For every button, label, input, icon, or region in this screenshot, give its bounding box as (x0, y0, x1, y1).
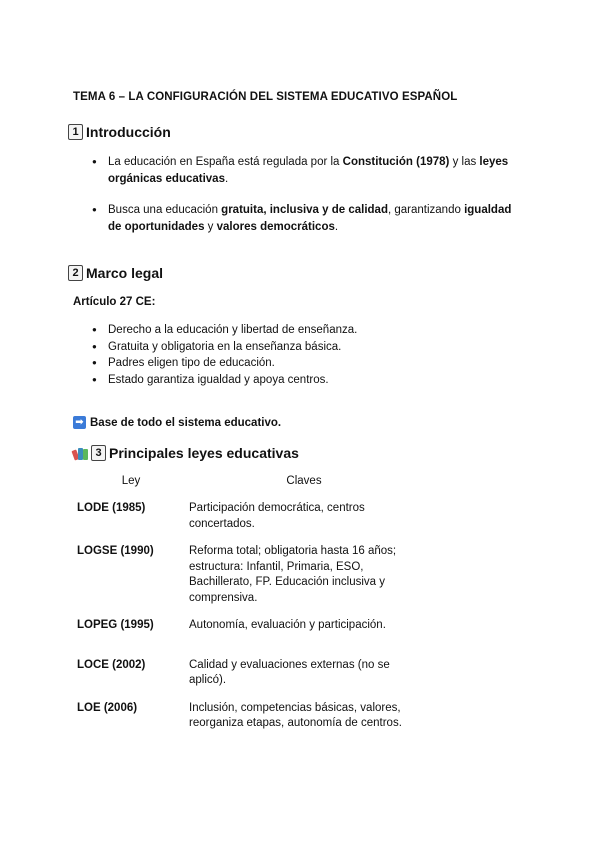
list-item (92, 154, 512, 187)
law-keys: Inclusión, competencias básicas, valores, reorganiza etapas, autonomía de centros. (189, 701, 402, 729)
section-heading-marco-legal (68, 265, 163, 281)
section-title: Principales leyes educativas (109, 445, 299, 461)
emphasis-text: Constitución (1978) (342, 156, 450, 168)
table-row (73, 658, 419, 701)
section-title: Marco legal (86, 265, 164, 281)
table-row (73, 701, 419, 744)
right-arrow-icon: ➡ (73, 416, 86, 429)
number-two-icon: 2 (68, 265, 83, 281)
law-name: LOPEG (1995) (77, 619, 154, 631)
body-text: . (224, 172, 229, 185)
section-title: Introducción (86, 124, 171, 140)
section-heading-leyes (73, 445, 299, 461)
number-three-icon: 3 (91, 445, 106, 461)
body-text: La educación en España está regulada por la (108, 156, 343, 168)
list-item: ● Derecho a la educación y libertad de enseñanza. (92, 322, 512, 339)
document-title: TEMA 6 – LA CONFIGURACIÓN DEL SISTEMA EDUCATIVO ESPAÑOL (73, 91, 458, 103)
law-name: LOCE (2002) (77, 658, 146, 671)
emphasis-text: valores democráticos (216, 220, 335, 233)
law-name: LOE (2006) (77, 701, 138, 714)
law-keys: Reforma total; obligatoria hasta 16 años; estructura: Infantil, Primaria, ESO, Bachillerato, FP. Educación inclusiva y comprensiva. (189, 545, 397, 604)
body-text: y (204, 220, 217, 233)
body-text: . (334, 220, 339, 233)
column-header-ley: Ley (121, 475, 141, 487)
law-name: LODE (1985) (77, 502, 146, 514)
article-subheading: Artículo 27 CE: (73, 296, 156, 308)
emphasis-text: igualdad de oportunidades (108, 204, 512, 233)
article-bullet-list (92, 322, 512, 388)
law-name: LOGSE (1990) (77, 545, 154, 557)
books-icon (73, 446, 90, 460)
callout-text: Base de todo el sistema educativo. (90, 416, 282, 429)
table-header-row (73, 473, 419, 501)
body-text: y las (449, 156, 480, 168)
emphasis-text: gratuita, inclusiva y de calidad (221, 204, 388, 216)
laws-table (73, 473, 419, 744)
list-item: ● Padres eligen tipo de educación. (92, 355, 512, 372)
intro-bullet-list (92, 154, 512, 250)
list-item: ● Estado garantiza igualdad y apoya centros. (92, 372, 512, 389)
emphasis-text: leyes orgánicas educativas (108, 156, 509, 185)
table-row (73, 501, 419, 544)
body-text: Busca una educación (108, 204, 222, 216)
number-one-icon: 1 (68, 124, 83, 140)
table-row (73, 618, 419, 658)
table-row (73, 544, 419, 618)
list-item (92, 202, 512, 235)
body-text: , garantizando (387, 204, 465, 216)
list-item: ● Gratuita y obligatoria en la enseñanza básica. (92, 339, 512, 356)
law-keys: Autonomía, evaluación y participación. (189, 619, 386, 631)
callout-base (73, 416, 281, 429)
law-keys: Calidad y evaluaciones externas (no se aplicó). (189, 658, 390, 686)
law-keys: Participación democrática, centros concertados. (189, 502, 365, 530)
column-header-claves: Claves (286, 475, 322, 487)
section-heading-introduccion (68, 124, 171, 140)
